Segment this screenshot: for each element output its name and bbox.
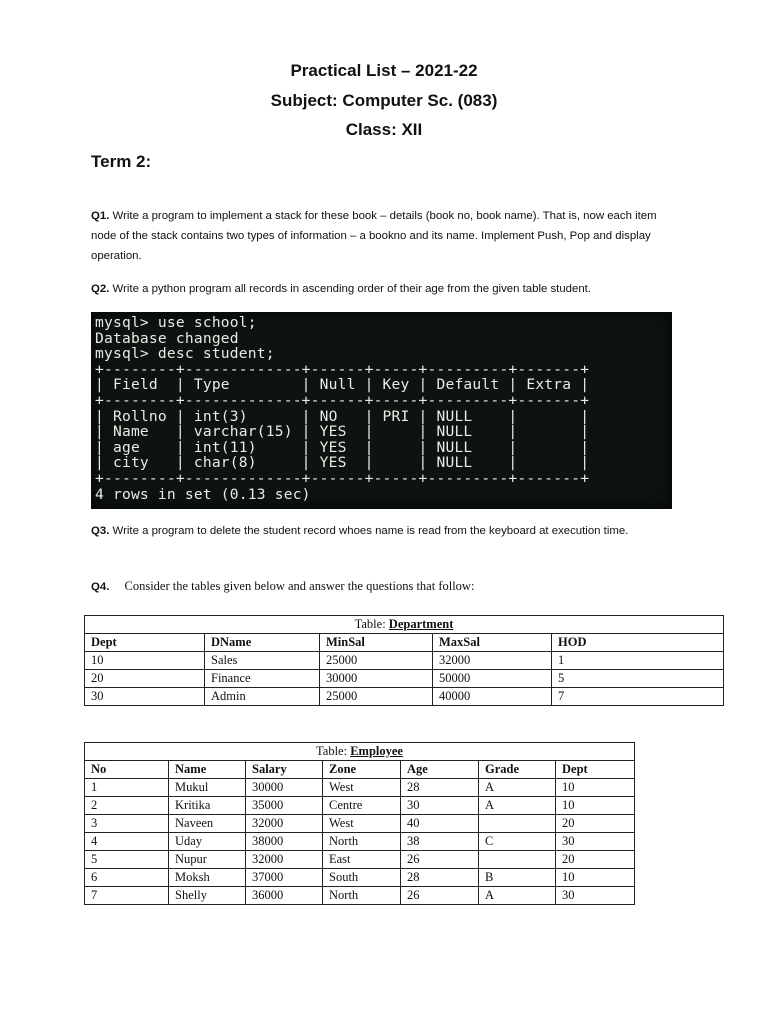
table-cell: 36000 [246, 887, 323, 905]
table-cell: West [323, 779, 401, 797]
table-cell: 38 [401, 833, 479, 851]
department-header-hod: HOD [552, 634, 724, 652]
table-cell: Nupur [169, 851, 246, 869]
table-cell [479, 815, 556, 833]
table-cell: 30 [85, 688, 205, 706]
question-4-label: Q4. [91, 581, 110, 593]
department-header-row [85, 634, 724, 652]
table-cell: North [323, 887, 401, 905]
table-cell: 1 [552, 652, 724, 670]
question-3-label: Q3. [91, 525, 110, 537]
table-cell: 25000 [320, 688, 433, 706]
table-cell: Centre [323, 797, 401, 815]
table-cell: Mukul [169, 779, 246, 797]
table-cell: 7 [85, 887, 169, 905]
terminal-line: +--------+-------------+------+-----+---------+-------+ [95, 391, 590, 409]
table-cell: 30 [556, 833, 635, 851]
table-cell: 1 [85, 779, 169, 797]
table-cell: 25000 [320, 652, 433, 670]
question-1 [91, 206, 681, 266]
question-1-label: Q1. [91, 210, 110, 222]
document-title: Practical List – 2021-22 [290, 61, 478, 80]
employee-caption-prefix: Table: [316, 744, 351, 758]
table-row [85, 652, 724, 670]
question-1-text: Write a program to implement a stack for these book – details (book no, book name). That is, now each item node of the stack contains two types of information – a bookno and its name. Implement Push, Pop and display operation. [91, 210, 657, 262]
table-cell: A [479, 887, 556, 905]
table-cell: 10 [556, 797, 635, 815]
table-row [85, 815, 635, 833]
table-cell: 20 [556, 815, 635, 833]
table-cell: Kritika [169, 797, 246, 815]
employee-header-name: Name [169, 761, 246, 779]
table-cell: 28 [401, 869, 479, 887]
table-row [85, 779, 635, 797]
table-cell: B [479, 869, 556, 887]
terminal-line: +--------+-------------+------+-----+---------+-------+ [95, 469, 590, 487]
department-caption-row [85, 616, 724, 634]
table-cell: 26 [401, 887, 479, 905]
table-cell: 30000 [320, 670, 433, 688]
table-cell: Admin [205, 688, 320, 706]
department-table [84, 615, 724, 706]
table-cell: 7 [552, 688, 724, 706]
table-cell: Naveen [169, 815, 246, 833]
table-cell: Moksh [169, 869, 246, 887]
table-cell: 3 [85, 815, 169, 833]
department-header-dname: DName [205, 634, 320, 652]
terminal-line: | city | char(8) | YES | | NULL | | [95, 454, 590, 472]
table-cell: 32000 [246, 815, 323, 833]
question-2 [91, 279, 681, 299]
table-cell: Uday [169, 833, 246, 851]
question-3 [91, 521, 681, 541]
table-row [85, 833, 635, 851]
table-cell: 35000 [246, 797, 323, 815]
table-cell: 2 [85, 797, 169, 815]
question-4 [91, 576, 681, 597]
terminal-line: 4 rows in set (0.13 sec) [95, 485, 311, 503]
table-row [85, 887, 635, 905]
question-4-text: Consider the tables given below and answer the questions that follow: [124, 579, 475, 593]
table-cell: 5 [85, 851, 169, 869]
table-cell: South [323, 869, 401, 887]
table-cell: North [323, 833, 401, 851]
table-cell: A [479, 779, 556, 797]
department-caption-name: Department [388, 617, 454, 631]
terminal-line: mysql> desc student; [95, 345, 275, 363]
table-cell: 30000 [246, 779, 323, 797]
table-cell: C [479, 833, 556, 851]
table-cell: 10 [556, 869, 635, 887]
table-cell: 40 [401, 815, 479, 833]
employee-caption-name: Employee [350, 744, 403, 758]
table-cell: 10 [556, 779, 635, 797]
table-cell: 32000 [246, 851, 323, 869]
terminal-line: mysql> use school; [95, 314, 257, 331]
table-row [85, 688, 724, 706]
table-cell: Shelly [169, 887, 246, 905]
department-caption [85, 616, 724, 634]
employee-header-dept: Dept [556, 761, 635, 779]
terminal-output [91, 312, 672, 502]
employee-header-salary: Salary [246, 761, 323, 779]
employee-header-row [85, 761, 635, 779]
terminal-line: | Rollno | int(3) | NO | PRI | NULL | | [95, 407, 590, 425]
department-header-minsal: MinSal [320, 634, 433, 652]
employee-caption [85, 743, 635, 761]
table-cell: Finance [205, 670, 320, 688]
department-header-maxsal: MaxSal [433, 634, 552, 652]
table-cell: 26 [401, 851, 479, 869]
table-cell: 50000 [433, 670, 552, 688]
question-3-text: Write a program to delete the student record whoes name is read from the keyboard at execution time. [112, 525, 629, 537]
table-cell: 6 [85, 869, 169, 887]
terminal-line: | Name | varchar(15) | YES | | NULL | | [95, 423, 590, 441]
table-cell: 30 [556, 887, 635, 905]
question-2-label: Q2. [91, 283, 110, 295]
employee-header-zone: Zone [323, 761, 401, 779]
employee-table [84, 742, 635, 905]
employee-header-grade: Grade [479, 761, 556, 779]
table-cell: 5 [552, 670, 724, 688]
table-cell: 37000 [246, 869, 323, 887]
class-heading: Class: XII [345, 120, 423, 139]
table-cell: 38000 [246, 833, 323, 851]
table-cell: A [479, 797, 556, 815]
table-cell: East [323, 851, 401, 869]
employee-header-no: No [85, 761, 169, 779]
table-row [85, 797, 635, 815]
department-header-dept: Dept [85, 634, 205, 652]
table-cell: 10 [85, 652, 205, 670]
table-row [85, 851, 635, 869]
table-cell: 28 [401, 779, 479, 797]
table-cell: Sales [205, 652, 320, 670]
table-row [85, 869, 635, 887]
terminal-line: +--------+-------------+------+-----+---------+-------+ [95, 360, 590, 378]
table-cell: 40000 [433, 688, 552, 706]
table-cell [479, 851, 556, 869]
mysql-terminal-screenshot [91, 312, 672, 509]
employee-header-age: Age [401, 761, 479, 779]
question-2-text: Write a python program all records in ascending order of their age from the given table student. [112, 283, 592, 295]
table-cell: 20 [556, 851, 635, 869]
terminal-line: | Field | Type | Null | Key | Default | Extra | [95, 376, 590, 394]
table-cell: 4 [85, 833, 169, 851]
employee-caption-row [85, 743, 635, 761]
subject-heading: Subject: Computer Sc. (083) [270, 91, 498, 110]
table-row [85, 670, 724, 688]
terminal-line: Database changed [95, 329, 239, 347]
table-cell: West [323, 815, 401, 833]
table-cell: 20 [85, 670, 205, 688]
table-cell: 32000 [433, 652, 552, 670]
terminal-line: | age | int(11) | YES | | NULL | | [95, 438, 590, 456]
department-caption-prefix: Table: [354, 617, 389, 631]
term-heading: Term 2: [91, 152, 152, 171]
table-cell: 30 [401, 797, 479, 815]
